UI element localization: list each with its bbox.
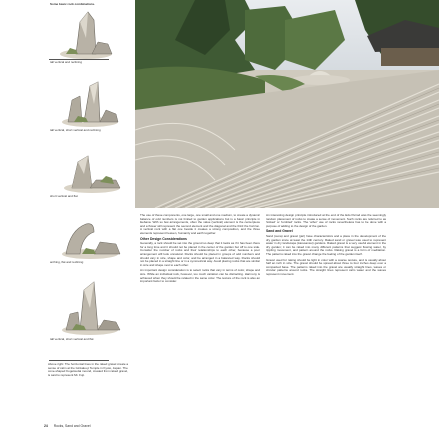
- rock-illustration-5: [58, 278, 122, 336]
- text-column-2: [266, 214, 386, 419]
- raked-gravel-photo: [135, 0, 439, 208]
- divider-line: [49, 360, 109, 361]
- section-heading: Other Design Considerations: [140, 236, 187, 241]
- caption-5: tall vertical, short vertical and flat: [50, 337, 94, 341]
- rock-illustration-4: [58, 212, 122, 260]
- paragraph: Gravel used for raking should be light in color with a coarse texture, and is usually about half an inch in size. The gravel should be spread about three to four inches deep over a compacted base. The patterns raked into the gravel are usually straight lines, waves or circular patterns around rocks. The straight lines represent calm water and the waves represent movement.: [266, 257, 386, 276]
- running-title: Rocks, Sand and Gravel: [53, 424, 91, 428]
- paragraph: An important design consideration is to select rocks that vary in terms of color, shape and size. While an individual rock, however, too much variation can be distracting. Harmony is achieved when they should be related in the same color. The texture of the rock is also an important factor to consider.: [140, 268, 260, 284]
- paragraph: The use of these components, one large, one small and one medium, to create a dynamic balance of odd numbers is not limited to garden applications but is a basic principle in ikebana. With so few arrangements, often the value (vertical) element is the centerpiece and a flower will represent the second element and the diagonal and the third the horizon. A vertical rock with a flat one beside it creates a strong composition, and the three elements represent heaven, humanity and earth together.: [140, 213, 260, 235]
- caption-1: tall vertical and reclining: [50, 60, 83, 64]
- paragraph: Sand (suna) and gravel (jari) have characteristics and a place in the development of the dry garden since at least the 14th century. Raked sand or gravel was used to represent water in dry landscape (karesansui) gardens. Raked gravel is a very useful element in the dry garden; it can be raked into many different patterns that suggest flowing water, by rippling movement, and pattern around the rocks. Raking gravel is a form of meditation. The patterns raked into the gravel change the feeling of the garden itself.: [266, 233, 386, 256]
- rock-combinations-heading: Some basic rock combinations.: [50, 2, 96, 6]
- rock-illustration-1: [56, 8, 116, 60]
- paragraph: An interesting design principle introduced at the end of the Edo Period was the seemingly random placement of rocks to create a sense of movement. Such rocks are referred to as 'kicked' or 'tumbled' rocks. The 'arbor' use of rocks nevertheless has to be done with a purpose of adding to the design of the garden.: [266, 213, 386, 228]
- section-heading: Sand and Gravel: [266, 229, 293, 234]
- page-footer: [44, 424, 91, 428]
- paragraph: Generally, a rock should be set into the ground so deep that it looks as if it has been there for a long time and it should not be placed in the center of the garden but off to one side. Consider the number of rocks and their relationships to each other, because a poor arrangement will look unnatural. Rocks should be placed in groups of odd numbers and should vary in size, shape and color, and be arranged in a balanced way. Rocks should not be placed in a straight line or in a symmetrical way. Avoid placing rocks that are similar in size and shape next to each other.: [140, 241, 260, 267]
- rock-illustration-2: [58, 78, 120, 128]
- rock-illustration-3: [60, 146, 122, 194]
- caption-4: arching, flat and reclining: [50, 260, 84, 264]
- page-number: 24: [44, 424, 48, 428]
- caption-3: short vertical and flat: [50, 194, 78, 198]
- divider-line: [49, 59, 109, 60]
- caption-2: tall vertical, short vertical and reclining: [50, 128, 101, 132]
- text-column-1: [140, 214, 260, 419]
- rock-combinations-column: [0, 0, 135, 439]
- photo-caption: Above right: The horizontal lines in the raked gravel create a sense of calm at the Ginkaku-ji Temple in Kyoto, Japan. The cone-shaped Kogetsudai mound, created from raked gravel, is said to represent Mt. Fuji.: [48, 362, 128, 377]
